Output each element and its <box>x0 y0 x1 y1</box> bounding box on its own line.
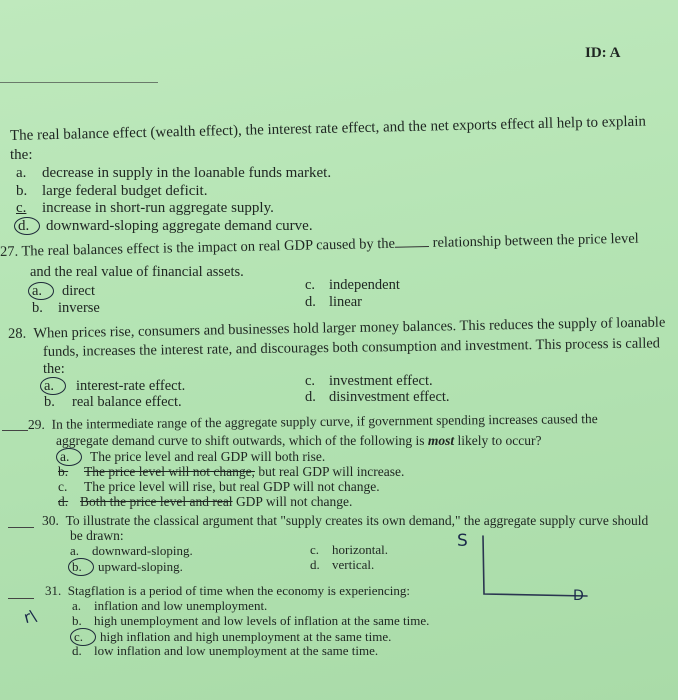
q27-option-c: c. independent <box>305 277 400 293</box>
answer-blank <box>8 598 34 599</box>
q27-stem-line2: and the real value of financial assets. <box>30 264 244 280</box>
circled-answer-icon: a. <box>28 282 54 300</box>
page-id-label: ID: A <box>585 45 621 61</box>
q28-stem-line2: funds, increases the interest rate, and discourages both consumption and investment. This process is called <box>42 335 661 360</box>
q27-option-b: b. inverse <box>32 300 100 316</box>
answer-blank <box>2 430 28 431</box>
sketch-label-d: D <box>573 588 584 604</box>
q31-option-d: d. low inflation and low unemployment at the same time. <box>72 643 379 658</box>
q28-stem-line1: 28. When prices rise, consumers and businesses hold larger money balances. This reduces the supply of loanable <box>7 314 666 342</box>
circled-answer-icon: c. <box>70 628 96 646</box>
q30-stem-line2: be drawn: <box>70 528 124 543</box>
q29-stem-line2: aggregate demand curve to shift outwards, which of the following is most likely to occur? <box>56 433 542 448</box>
margin-scribble: r\ <box>21 605 39 628</box>
q31-option-c: c. high inflation and high unemployment at the same time. <box>70 628 391 646</box>
q29-option-a: a. The price level and real GDP will both rise. <box>56 448 325 466</box>
q28-stem-line3: the: <box>43 361 65 377</box>
q26-option-a: a. decrease in supply in the loanable funds market. <box>16 165 332 181</box>
q28-option-b: b. real balance effect. <box>44 394 182 410</box>
handwritten-as-sketch <box>457 531 603 609</box>
q30-option-d: d. vertical. <box>310 557 375 572</box>
answer-blank <box>8 527 34 528</box>
q30-option-c: c. horizontal. <box>310 542 388 557</box>
q30-option-a: a. downward-sloping. <box>70 543 193 558</box>
q29-option-b: b. The price level will not change, but real GDP will increase. <box>58 464 405 479</box>
q26-option-b: b. large federal budget deficit. <box>16 183 208 199</box>
q26-stem-line2: the: <box>10 147 33 163</box>
circled-answer-icon: a. <box>56 448 82 466</box>
q29-option-c: c. The price level will rise, but real GDP will not change. <box>58 479 380 494</box>
q29-stem-line1: 29. In the intermediate range of the aggregate supply curve, if government spending increases caused the <box>27 411 598 432</box>
q26-option-d: d. downward-sloping aggregate demand curve. <box>14 217 313 235</box>
header-divider <box>0 82 158 83</box>
q29-option-d: d. Both the price level and real GDP will not change. <box>58 494 353 509</box>
q31-option-a: a. inflation and low unemployment. <box>72 598 268 613</box>
q26-option-c: c. increase in short-run aggregate supply. <box>16 200 274 216</box>
answer-blank <box>395 246 429 248</box>
sketch-axes <box>483 536 587 596</box>
q30-option-b: b. upward-sloping. <box>68 558 183 576</box>
q31-option-b: b. high unemployment and low levels of inflation at the same time. <box>72 613 430 628</box>
q27-option-a: a. direct <box>28 282 95 300</box>
q26-stem-line1: The real balance effect (wealth effect), the interest rate effect, and the net exports effect all help to explain <box>9 113 647 144</box>
circled-answer-icon: a. <box>40 377 66 395</box>
q31-stem-line1: 31. Stagflation is a period of time when the economy is experiencing: <box>45 583 410 598</box>
circled-answer-icon: b. <box>68 558 94 576</box>
q28-option-c: c. investment effect. <box>305 373 433 389</box>
q28-option-a: a. interest-rate effect. <box>40 377 185 395</box>
q28-option-d: d. disinvestment effect. <box>305 389 450 405</box>
sketch-label-s: S <box>457 531 468 551</box>
q30-stem-line1: 30. To illustrate the classical argument that "supply creates its own demand," the aggregate supply curve should <box>42 513 649 528</box>
q27-stem-line1: 27. The real balances effect is the impact on real GDP caused by the relationship between the price level <box>0 230 639 260</box>
q27-option-d: d. linear <box>305 294 363 310</box>
circled-answer-icon: d. <box>14 217 40 235</box>
